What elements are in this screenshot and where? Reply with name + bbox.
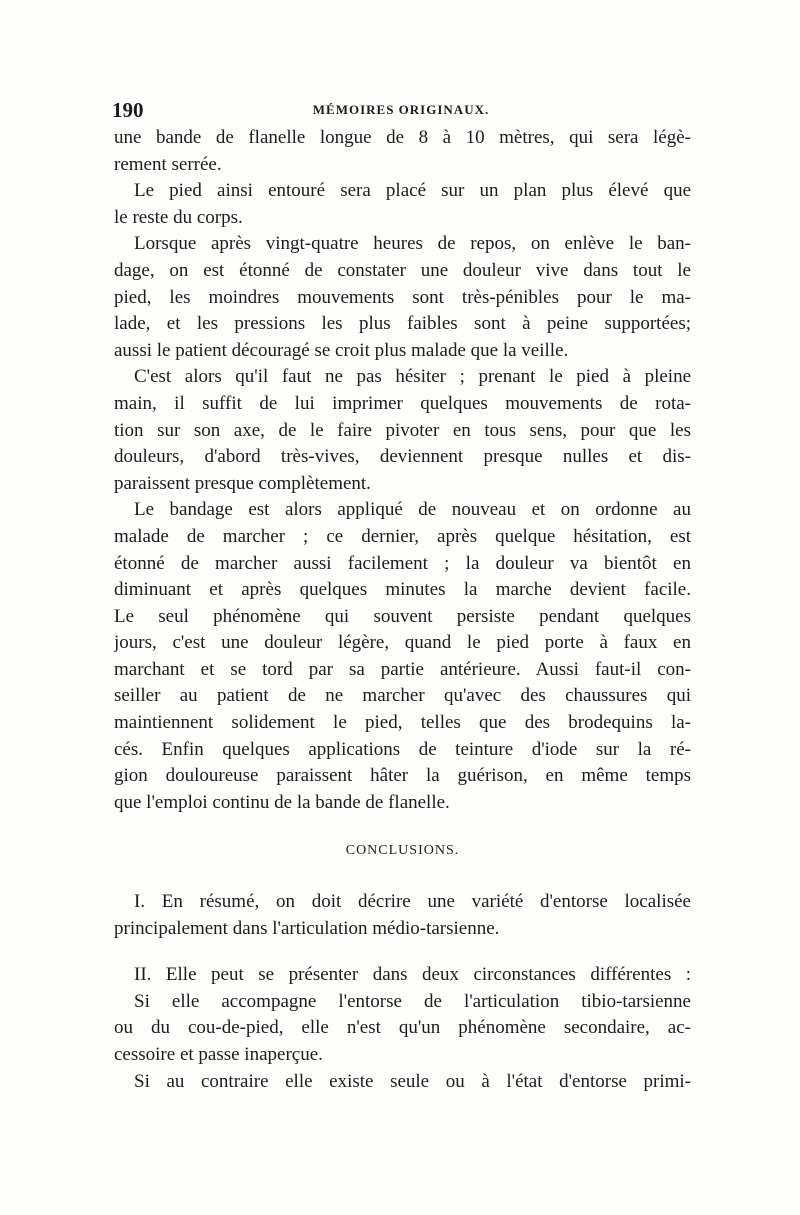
paragraph-2: [114, 178, 691, 231]
text-line: tion sur son axe, de le faire pivoter en tous sens, pour que les: [114, 419, 691, 441]
paragraph-1: [114, 125, 691, 178]
text-line: cés. Enfin quelques applications de teinture d'iode sur la ré-: [114, 738, 691, 760]
text-line: rement serrée.: [114, 153, 222, 175]
text-line: maintiennent solidement le pied, telles que des brodequins la-: [114, 712, 691, 734]
text-line: C'est alors qu'il faut ne pas hésiter ; prenant le pied à pleine: [134, 366, 691, 388]
running-title: MÉMOIRES ORIGINAUX.: [312, 102, 490, 117]
conclusion-1: [114, 889, 691, 942]
body-text: [114, 125, 691, 1095]
text-line: principalement dans l'articulation médio-tarsienne.: [114, 917, 500, 939]
text-line: lade, et les pressions les plus faibles sont à peine supportées;: [114, 313, 691, 335]
text-line: Si elle accompagne l'entorse de l'articulation tibio-tarsienne: [134, 990, 691, 1012]
text-line: que l'emploi continu de la bande de flanelle.: [114, 791, 450, 813]
text-line: Le seul phénomène qui souvent persiste pendant quelques: [114, 605, 691, 627]
text-line: douleurs, d'abord très-vives, deviennent presque nulles et dis-: [114, 446, 691, 468]
text-line: II. Elle peut se présenter dans deux circonstances différentes :: [134, 964, 691, 986]
paragraph-5: [114, 497, 691, 816]
text-line: marchant et se tord par sa partie antérieure. Aussi faut-il con-: [114, 658, 691, 680]
text-line: pied, les moindres mouvements sont très-pénibles pour le ma-: [114, 286, 691, 308]
text-line: gion douloureuse paraissent hâter la guérison, en même temps: [114, 765, 691, 787]
text-line: seiller au patient de ne marcher qu'avec des chaussures qui: [114, 685, 691, 707]
conclusion-2: [114, 962, 691, 1095]
text-line: diminuant et après quelques minutes la marche devient facile.: [114, 579, 691, 601]
paragraph-gap: [114, 942, 691, 962]
paragraph-4: [114, 364, 691, 497]
text-line: ou du cou-de-pied, elle n'est qu'un phénomène secondaire, ac-: [114, 1017, 691, 1039]
text-line: malade de marcher ; ce dernier, après quelque hésitation, est: [114, 525, 691, 547]
running-header: [112, 98, 690, 124]
section-heading: CONCLUSIONS.: [345, 843, 460, 859]
text-line: Si au contraire elle existe seule ou à l'état d'entorse primi-: [134, 1070, 691, 1092]
text-line: une bande de flanelle longue de 8 à 10 mètres, qui sera légè-: [114, 127, 691, 148]
text-line: cessoire et passe inaperçue.: [114, 1044, 323, 1065]
text-line: I. En résumé, on doit décrire une variété d'entorse localisée: [134, 891, 691, 913]
text-line: dage, on est étonné de constater une douleur vive dans tout le: [114, 259, 691, 281]
paragraph-3: [114, 231, 691, 364]
text-line: Le pied ainsi entouré sera placé sur un plan plus élevé que: [134, 180, 691, 202]
text-line: Lorsque après vingt-quatre heures de repos, on enlève le ban-: [134, 233, 691, 255]
text-line: aussi le patient découragé se croit plus malade que la veille.: [114, 339, 569, 361]
text-line: étonné de marcher aussi facilement ; la douleur va bientôt en: [114, 552, 691, 574]
text-line: paraissent presque complètement.: [114, 472, 371, 494]
text-line: main, il suffit de lui imprimer quelques mouvements de rota-: [114, 392, 691, 414]
text-line: jours, c'est une douleur légère, quand le pied porte à faux en: [114, 632, 691, 654]
text-line: le reste du corps.: [114, 206, 243, 228]
page-number: 190: [112, 98, 144, 122]
text-line: Le bandage est alors appliqué de nouveau et on ordonne au: [134, 499, 691, 521]
